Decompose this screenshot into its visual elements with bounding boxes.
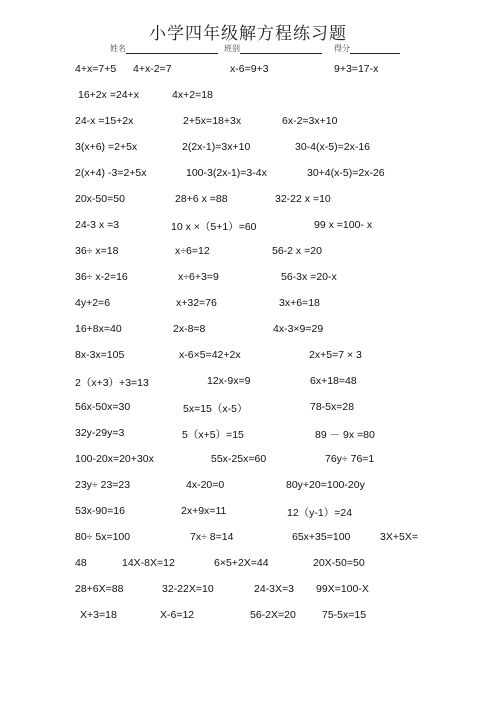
equation-row xyxy=(0,115,496,129)
name-label: 姓名 xyxy=(110,44,126,53)
equation: 56x-50x=30 xyxy=(75,401,131,413)
equation: x-6=9+3 xyxy=(230,63,269,75)
equation-row xyxy=(0,297,496,311)
equation: 3X+5X= xyxy=(380,531,418,543)
equation: 3(x+6) =2+5x xyxy=(75,141,138,153)
equation: 32-22 x =10 xyxy=(275,193,331,205)
equation: 36÷ x=18 xyxy=(75,245,119,257)
equation: 30+4(x-5)=2x-26 xyxy=(307,167,385,179)
equation: 2x-8=8 xyxy=(173,323,206,335)
score-field xyxy=(334,43,400,54)
equation: 6x+18=48 xyxy=(310,375,357,387)
equation: 5x=15（x-5） xyxy=(183,403,248,415)
equation-row xyxy=(0,193,496,207)
equation: 56-2X=20 xyxy=(250,609,296,621)
equation: 8x-3x=105 xyxy=(75,349,125,361)
class-blank-line xyxy=(240,44,322,54)
equation: 4+x-2=7 xyxy=(133,63,172,75)
equation: 89 － 9x =80 xyxy=(315,429,375,441)
equation-row xyxy=(0,583,496,597)
equation: 4+x=7+5 xyxy=(75,63,117,75)
equation-row xyxy=(0,349,496,363)
equation: 12x-9x=9 xyxy=(207,375,251,387)
equation-row xyxy=(0,557,496,571)
equation: 75-5x=15 xyxy=(322,609,367,621)
equation: 78-5x=28 xyxy=(310,401,355,413)
equation: 36÷ x-2=16 xyxy=(75,271,128,283)
name-blank-line xyxy=(126,44,218,54)
equation: x-6×5=42+2x xyxy=(179,349,241,361)
equation: 32-22X=10 xyxy=(162,583,214,595)
student-info-fields xyxy=(0,43,496,57)
equation: 14X-8X=12 xyxy=(122,557,175,569)
equation: 99 x =100- x xyxy=(314,219,373,231)
equation: X+3=18 xyxy=(80,609,117,621)
equation-row xyxy=(0,141,496,155)
equation-row xyxy=(0,479,496,493)
equation: 24-3X=3 xyxy=(254,583,294,595)
equation: 7x÷ 8=14 xyxy=(190,531,234,543)
equation-row xyxy=(0,531,496,545)
equation: 48 xyxy=(75,557,87,569)
equation: 16+2x =24+x xyxy=(78,89,140,101)
equation: 6x-2=3x+10 xyxy=(282,115,338,127)
worksheet-title: 小学四年级解方程练习题 xyxy=(149,24,347,44)
equation-row xyxy=(0,401,496,415)
equation: 24-3 x =3 xyxy=(75,219,120,231)
equation-row xyxy=(0,63,496,77)
equation-row xyxy=(0,609,496,623)
equation-row xyxy=(0,427,496,441)
equation-row xyxy=(0,375,496,389)
equation: 20X-50=50 xyxy=(313,557,365,569)
equation: 2x+5=7 × 3 xyxy=(309,349,362,361)
equation: 4x-3×9=29 xyxy=(273,323,324,335)
equation: 28+6X=88 xyxy=(75,583,124,595)
equation: x+32=76 xyxy=(176,297,217,309)
equation: 2(x+4) -3=2+5x xyxy=(75,167,147,179)
equation: 100-3(2x-1)=3-4x xyxy=(186,167,267,179)
equation: 55x-25x=60 xyxy=(211,453,267,465)
equation: x÷6=12 xyxy=(175,245,210,257)
equation: x÷6+3=9 xyxy=(178,271,219,283)
equation: 28+6 x =88 xyxy=(175,193,228,205)
equation: 9+3=17-x xyxy=(334,63,379,75)
equation: 2(2x-1)=3x+10 xyxy=(182,141,251,153)
equation: X-6=12 xyxy=(160,609,195,621)
equation-row xyxy=(0,245,496,259)
equation: 2x+9x=11 xyxy=(181,505,227,517)
equation-row xyxy=(0,271,496,285)
equation-row xyxy=(0,167,496,181)
equation: 56-2 x =20 xyxy=(272,245,322,257)
equation: 5（x+5）=15 xyxy=(182,429,244,441)
score-label: 得分 xyxy=(334,44,350,53)
equation: 3x+6=18 xyxy=(279,297,320,309)
equation: 4y+2=6 xyxy=(75,297,111,309)
equation: 2+5x=18+3x xyxy=(183,115,242,127)
equation-row xyxy=(0,505,496,519)
class-field xyxy=(224,43,322,54)
equation: 12（y-1）=24 xyxy=(287,507,353,519)
equation: 76y÷ 76=1 xyxy=(325,453,375,465)
equation: 80y+20=100-20y xyxy=(286,479,365,491)
equation: 10 x ×（5+1）=60 xyxy=(171,221,257,233)
equation: 53x-90=16 xyxy=(75,505,125,517)
equation: 24-x =15+2x xyxy=(75,115,134,127)
equation-row xyxy=(0,219,496,233)
equation: 2（x+3）+3=13 xyxy=(75,377,149,389)
equation: 80÷ 5x=100 xyxy=(75,531,131,543)
equation: 65x+35=100 xyxy=(292,531,351,543)
equation: 6×5+2X=44 xyxy=(214,557,269,569)
equation: 32y-29y=3 xyxy=(75,427,125,439)
equation: 99X=100-X xyxy=(316,583,369,595)
equation: 4x-20=0 xyxy=(186,479,225,491)
equation: 30-4(x-5)=2x-16 xyxy=(295,141,370,153)
equation-row xyxy=(0,89,496,103)
equation: 56-3x =20-x xyxy=(281,271,337,283)
name-field xyxy=(110,43,218,54)
class-label: 班别 xyxy=(224,44,240,53)
equation: 100-20x=20+30x xyxy=(75,453,154,465)
equation: 23y÷ 23=23 xyxy=(75,479,131,491)
equation-row xyxy=(0,323,496,337)
equation: 16+8x=40 xyxy=(75,323,122,335)
equation: 4x+2=18 xyxy=(172,89,213,101)
equation-row xyxy=(0,453,496,467)
equation: 20x-50=50 xyxy=(75,193,125,205)
score-blank-line xyxy=(350,44,400,54)
